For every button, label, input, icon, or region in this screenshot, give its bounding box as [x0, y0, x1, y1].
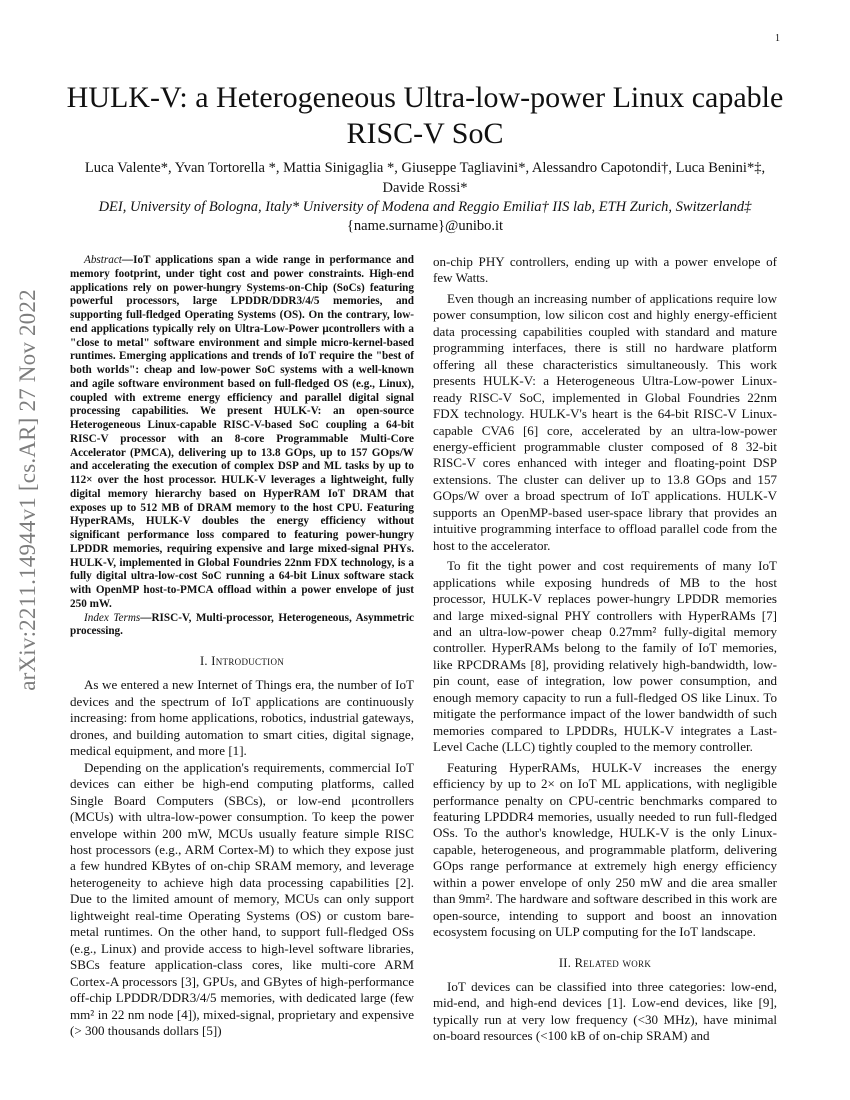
right-column: [433, 254, 777, 1045]
paragraph: To fit the tight power and cost requirements of many IoT applications while exposing hundreds of MB to the host processor, HULK-V replaces power-hungry LPDDR memories and large mixed-signal PHY controllers with HyperRAMs [7] and an ultra-low-power cheap 0.27mm² fully-digital memory controller. HyperRAMs belong to the family of IoT memories, like RPCDRAMs [8], providing relatively high-bandwidth, low-pin count, ease of integration, low power consumption, and enough memory capacity to run a full-fledged OS like Linux. To mitigate the performance impact of the lower bandwidth of such memories compared to LPDDRs, HULK-V integrates a Last-Level Cache (LLC) tightly coupled to the memory controller.: [433, 558, 777, 755]
section-heading-introduction: I. Introduction: [199, 654, 285, 668]
author-list: Luca Valente*, Yvan Tortorella *, Mattia Sinigaglia *, Giuseppe Tagliavini*, Alessandro Capotondi†, Luca Benini*‡, Davide Rossi*: [84, 160, 766, 196]
page-number: 1: [775, 33, 780, 44]
affiliations: DEI, University of Bologna, Italy* University of Modena and Reggio Emilia† IIS lab, ETH Zurich, Switzerland‡: [98, 199, 752, 215]
paragraph: IoT devices can be classified into three categories: low-end, mid-end, and high-end devices [1]. Low-end devices, like [9], typically run at very low frequency (<30 MHz), have minimal on-board resources (<100 kB of on-chip SRAM) and: [433, 979, 777, 1044]
index-terms: [70, 612, 414, 640]
left-column: [70, 254, 414, 1039]
abstract-text: —IoT applications span a wide range in performance and memory footprint, under tight cost and power constraints. High-end applications rely on power-hungry Systems-on-Chip (SoCs) featuring powerful processors, large LPDDR/DDR3/4/5 memories, and supporting full-fledged Operating Systems (OS). On the contrary, low-end applications typically rely on Ultra-Low-Power μcontrollers with a "close to metal" software environment and simple micro-kernel-based runtimes. Emerging applications and trends of IoT require the "best of both worlds": cheap and low-power SoC systems with a well-known and agile software environment based on full-fledged OS (e.g., Linux), coupled with extreme energy efficiency and parallel digital signal processing capabilities. We present HULK-V: an open-source Heterogeneous Linux-capable RISC-V-based SoC coupling a 64-bit RISC-V processor with an 8-core Programmable Multi-Core Accelerator (PMCA), delivering up to 13.8 GOps, up to 157 GOps/W and accelerating the execution of complex DSP and ML tasks by up to 112× over the host processor. HULK-V leverages a lightweight, fully digital memory hierarchy based on HyperRAM IoT DRAM that exposes up to 512 MB of DRAM memory to the host CPU. Featuring HyperRAMs, HULK-V doubles the energy efficiency without significant performance loss compared to featuring power-hungry LPDDR memories, requiring expensive and large mixed-signal PHYs. HULK-V, implemented in Global Foundries 22nm FDX technology, is a fully digital ultra-low-cost SoC running a 64-bit Linux software stack with OpenMP host-to-PMCA offload within a power envelope of just 250 mW.: [70, 254, 414, 610]
abstract: [70, 254, 414, 612]
paragraph: Featuring HyperRAMs, HULK-V increases the energy efficiency by up to 2× on IoT ML applications, with negligible performance penalty on CPU-centric benchmarks compared to featuring LPDDR4 memories, usually needed to run full-fledged OSs. To the author's knowledge, HULK-V is the only Linux-capable, heterogeneous, and programmable platform, delivering GOps range performance at extremely high energy efficiency within a power envelope of only 250 mW and die area smaller than 9mm². The hardware and software described in this work are open-source, intending to support and boost an innovation ecosystem focusing on ULP computing for the IoT landscape.: [433, 759, 777, 940]
index-terms-label: Index Terms: [84, 611, 141, 624]
paper-title: HULK-V: a Heterogeneous Ultra-low-power Linux capable RISC-V SoC: [66, 81, 784, 150]
index-terms-text: —RISC-V, Multi-processor, Heterogeneous, Asymmetric processing.: [70, 611, 415, 638]
paragraph: Even though an increasing number of applications require low power consumption, low silicon cost and highly energy-efficient data processing capabilities coupled with standard and mature programming interfaces, there is still no hardware platform offering all these characteristics simultaneously. This work presents HULK-V: a Heterogeneous Ultra-Low-power Linux-ready RISC-V SoC, implemented in Global Foundries 22nm FDX technology. HULK-V's heart is the 64-bit RISC-V Linux-capable CVA6 [6] core, accelerated by an ultra-low-power energy-efficient programmable cluster composed of 8 32-bit RISC-V cores enhanced with integer and floating-point DSP extensions. The cluster can deliver up to 13.8 GOps and 157 GOps/W over a broad spectrum of IoT applications. HULK-V supports an OpenMP-based user-space library that provides an intuitive programming interface to offload parallel code from the host to the accelerator.: [433, 290, 777, 553]
abstract-label: Abstract: [84, 254, 122, 266]
arxiv-stamp: [6, 285, 50, 695]
arxiv-stamp-text: arXiv:2211.14944v1 [cs.AR] 27 Nov 2022: [15, 289, 41, 691]
section-heading-related-work: II. Related work: [558, 955, 652, 970]
paragraph: Depending on the application's requirements, commercial IoT devices can either be high-end computing platforms, called Single Board Computers (SBCs), or low-end μcontrollers (MCUs) with ultra-low-power consumption. To keep the power envelope within 200 mW, MCUs usually feature simple RISC host processors (e.g., ARM Cortex-M) to which they expose just a few hundred KBytes of on-chip SRAM memory, and leverage heterogeneity to achieve high data processing capabilities [2]. Due to the limited amount of memory, MCUs can only support lightweight real-time Operating Systems (OS) or custom bare-metal runtimes. On the other hand, to support full-fledged OSs (e.g., Linux) and provide access to high-level software libraries, SBCs feature application-class cores, like multi-core ARM Cortex-A processors [3], GPUs, and GBytes of high-performance off-chip LPDDR/DDR3/4/5 memories, with dedicated large (few mm² in 22 nm node [4]), mixed-signal, proprietary and expensive (> 300 thousands dollars [5]): [70, 759, 414, 1038]
paragraph: As we entered a new Internet of Things era, the number of IoT devices and the spectrum of IoT applications are continuously increasing: from home applications, robotics, industrial gateways, drones, and building automation to smart cities, digital signage, medical equipment, and more [1].: [70, 677, 414, 759]
paragraph-continuation: on-chip PHY controllers, ending up with a power envelope of few Watts.: [433, 254, 777, 286]
contact-email: {name.surname}@unibo.it: [346, 218, 504, 234]
